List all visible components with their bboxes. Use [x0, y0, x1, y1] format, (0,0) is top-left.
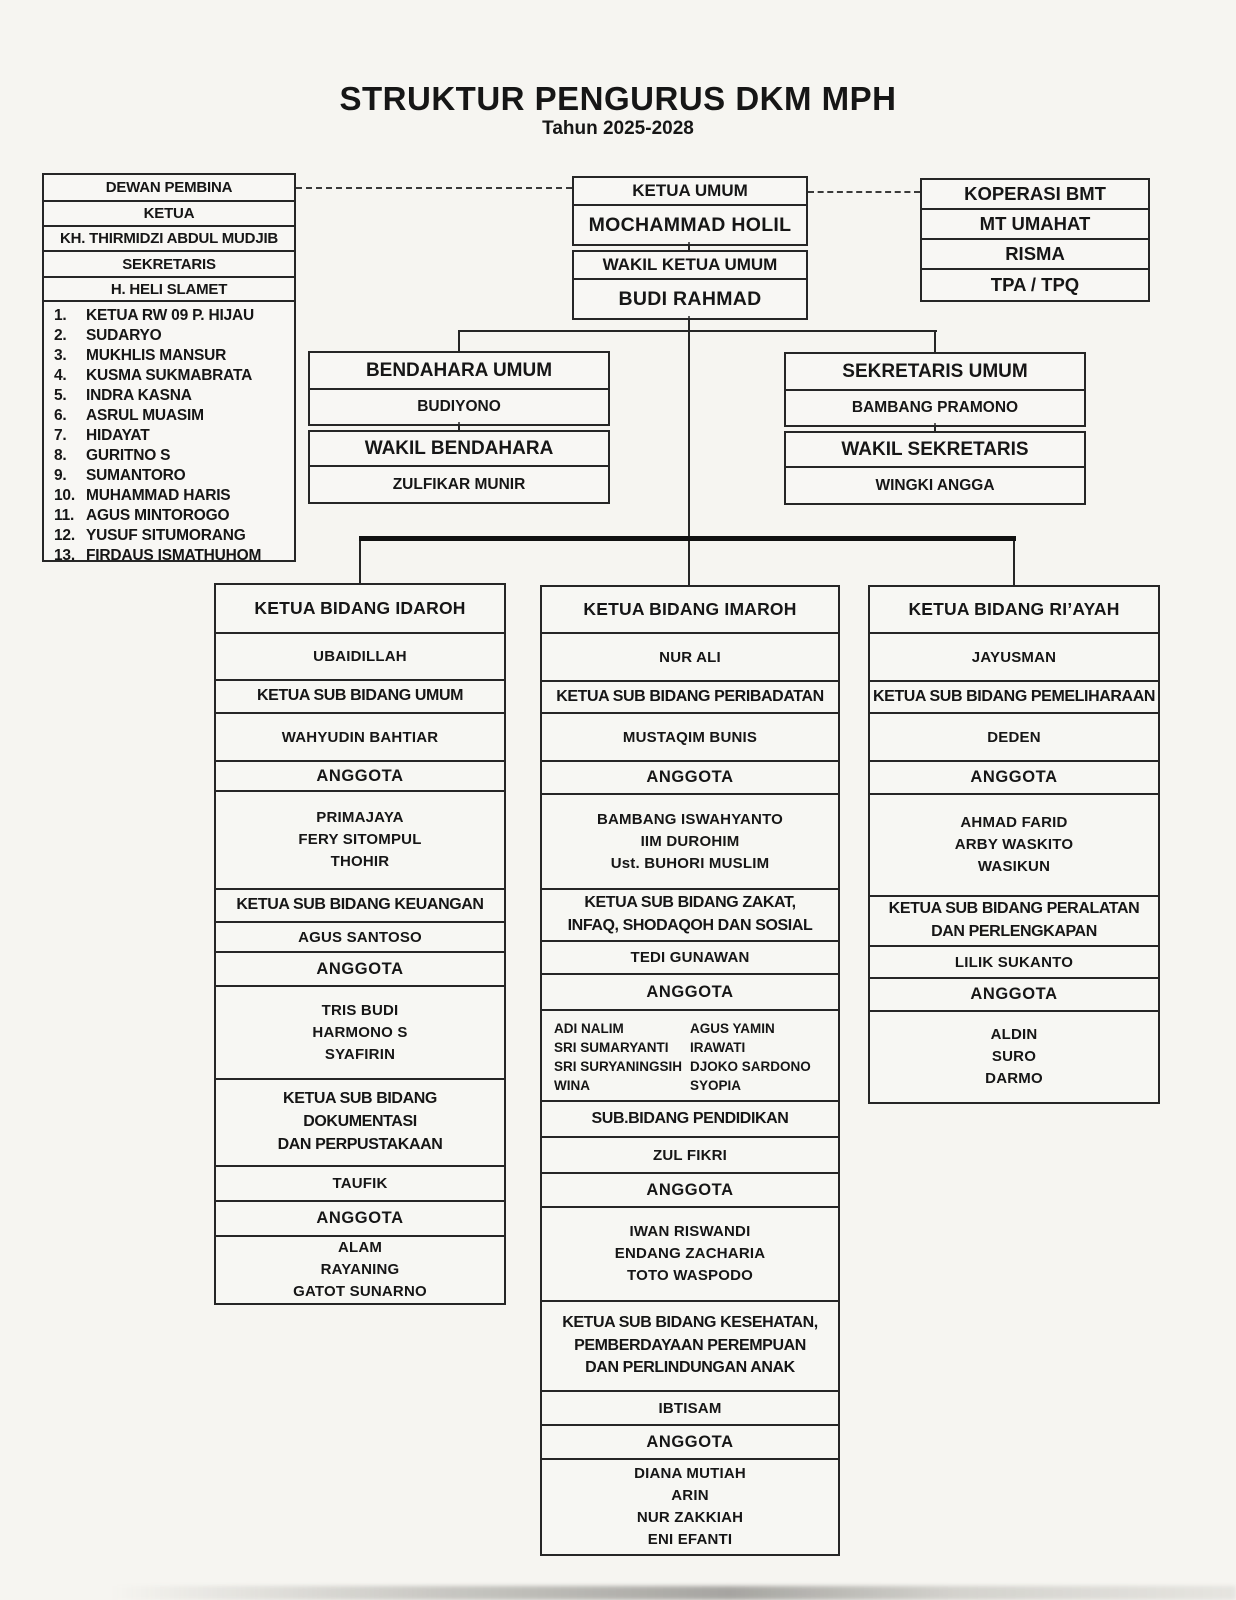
bidang-riayah-row-label: ANGGOTA	[870, 979, 1158, 1012]
dewan-pembina-member: 1. KETUA RW 09 P. HIJAU	[54, 307, 254, 324]
bidang-riayah-row-sub: KETUA SUB BIDANG PERALATAN DAN PERLENGKAPAN	[870, 897, 1158, 947]
connector-dashed-ketua-lembaga	[808, 191, 920, 193]
dewan-pembina-member: 4. KUSMA SUKMABRATA	[54, 367, 253, 384]
bidang-imaroh-row-members2	[542, 1011, 838, 1102]
bidang-idaroh-row-members: TRIS BUDI HARMONO S SYAFIRIN	[216, 987, 504, 1080]
page-title: STRUKTUR PENGURUS DKM MPH	[339, 80, 897, 117]
connector-horizontal-thin	[458, 330, 937, 332]
dewan-pembina-member: 6. ASRUL MUASIM	[54, 407, 204, 424]
connector-drop-sekretaris	[934, 332, 936, 352]
bidang-riayah-row-name: LILIK SUKANTO	[870, 947, 1158, 979]
dewan-pembina-list	[44, 302, 294, 564]
lembaga-koperasi-bmt: KOPERASI BMT	[922, 180, 1148, 210]
bidang-imaroh-row-label: ANGGOTA	[542, 1426, 838, 1460]
bidang-idaroh-row-label: ANGGOTA	[216, 953, 504, 987]
wakil-ketua-umum-title: WAKIL KETUA UMUM	[574, 252, 806, 280]
member-column: AGUS YAMIN IRAWATI DJOKO SARDONO SYOPIA	[690, 1021, 811, 1093]
bidang-imaroh-row-sub: SUB.BIDANG PENDIDIKAN	[542, 1102, 838, 1138]
ketua-umum-box	[572, 176, 808, 246]
bidang-imaroh-row-name: ZUL FIKRI	[542, 1138, 838, 1174]
dewan-pembina-member: 13. FIRDAUS ISMATHUHOM	[54, 547, 262, 564]
lembaga-risma: RISMA	[922, 240, 1148, 270]
bidang-idaroh-row-members: ALAM RAYANING GATOT SUNARNO	[293, 1239, 427, 1300]
wakil-bendahara-name: ZULFIKAR MUNIR	[392, 475, 526, 493]
bidang-imaroh-row-name: IBTISAM	[542, 1392, 838, 1426]
bidang-idaroh-row-name: WAHYUDIN BAHTIAR	[216, 714, 504, 762]
bidang-imaroh-row-label: ANGGOTA	[542, 1174, 838, 1208]
lembaga-box	[920, 178, 1150, 302]
bidang-imaroh-row-name: TEDI GUNAWAN	[542, 942, 838, 975]
dewan-pembina-member: 2. SUDARYO	[54, 327, 162, 344]
connector-horizontal-thick	[359, 536, 1016, 541]
lembaga-tpa-tpq: TPA / TPQ	[990, 274, 1080, 295]
connector-dashed-dewan-ketua	[296, 187, 572, 189]
dewan-pembina-ketua-label: KETUA	[44, 202, 294, 227]
connector-center-vertical	[688, 316, 690, 585]
ketua-umum-title: KETUA UMUM	[574, 178, 806, 206]
bendahara-umum-box	[308, 351, 610, 426]
sekretaris-umum-name: BAMBANG PRAMONO	[851, 399, 1019, 416]
bidang-riayah-row-name: JAYUSMAN	[870, 634, 1158, 682]
bendahara-umum-name: BUDIYONO	[417, 398, 501, 415]
dewan-pembina-member: 12. YUSUF SITUMORANG	[54, 527, 246, 544]
bidang-column-1	[214, 583, 506, 1305]
bidang-imaroh-row-label: ANGGOTA	[542, 762, 838, 795]
member-column: ADI NALIM SRI SUMARYANTI SRI SURYANINGSIH WINA	[554, 1021, 683, 1093]
dewan-pembina-member: 5. INDRA KASNA	[54, 387, 192, 404]
bidang-riayah-row-members: ALDIN SURO DARMO	[985, 1026, 1043, 1087]
bidang-idaroh-row-sub: KETUA SUB BIDANG UMUM	[216, 681, 504, 714]
sekretaris-umum-title: SEKRETARIS UMUM	[786, 354, 1084, 391]
bidang-idaroh-row-header: KETUA BIDANG IDAROH	[216, 585, 504, 634]
dewan-pembina-sekretaris-name: H. HELI SLAMET	[44, 278, 294, 302]
dewan-pembina-member: 10. MUHAMMAD HARIS	[54, 487, 231, 504]
bidang-idaroh-row-name: AGUS SANTOSO	[216, 923, 504, 953]
dewan-pembina-sekretaris-label: SEKRETARIS	[44, 252, 294, 278]
sekretaris-umum-box	[784, 352, 1086, 427]
wakil-bendahara-box	[308, 430, 610, 504]
bidang-idaroh-row-name: TAUFIK	[216, 1167, 504, 1202]
bendahara-umum-title: BENDAHARA UMUM	[310, 353, 608, 390]
bidang-riayah-row-members: AHMAD FARID ARBY WASKITO WASIKUN	[870, 795, 1158, 897]
lembaga-mt-umahat: MT UMAHAT	[922, 210, 1148, 240]
bidang-riayah-row-sub: KETUA SUB BIDANG PEMELIHARAAN	[870, 682, 1158, 714]
wakil-bendahara-title: WAKIL BENDAHARA	[310, 432, 608, 467]
dewan-pembina-member: 11. AGUS MINTOROGO	[54, 507, 230, 524]
bidang-column-2	[540, 585, 840, 1556]
wakil-sekretaris-name: WINGKI ANGGA	[875, 476, 995, 494]
bidang-imaroh-row-sub: KETUA SUB BIDANG KESEHATAN, PEMBERDAYAAN PEREMPUAN DAN PERLINDUNGAN ANAK	[542, 1302, 838, 1392]
connector-drop-riayah	[1013, 541, 1015, 585]
bidang-idaroh-row-sub: KETUA SUB BIDANG KEUANGAN	[216, 890, 504, 923]
bidang-imaroh-row-header: KETUA BIDANG IMAROH	[542, 587, 838, 634]
bidang-imaroh-row-sub: KETUA SUB BIDANG PERIBADATAN	[542, 682, 838, 714]
bidang-imaroh-row-sub: KETUA SUB BIDANG ZAKAT, INFAQ, SHODAQOH DAN SOSIAL	[542, 890, 838, 942]
bidang-imaroh-row-label: ANGGOTA	[542, 975, 838, 1011]
wakil-ketua-umum-box	[572, 250, 808, 320]
bidang-riayah-row-header: KETUA BIDANG RI’AYAH	[870, 587, 1158, 634]
wakil-sekretaris-box	[784, 431, 1086, 505]
bidang-idaroh-row-label: ANGGOTA	[216, 762, 504, 792]
bidang-idaroh-row-name: UBAIDILLAH	[216, 634, 504, 681]
bidang-column-3	[868, 585, 1160, 1104]
page-subtitle: Tahun 2025-2028	[542, 118, 694, 139]
dewan-pembina-ketua-name: KH. THIRMIDZI ABDUL MUDJIB	[44, 227, 294, 252]
connector-drop-idaroh	[359, 541, 361, 583]
dewan-pembina-member: 3. MUKHLIS MANSUR	[54, 347, 227, 364]
dewan-pembina-box	[42, 173, 296, 562]
bidang-idaroh-row-sub: KETUA SUB BIDANG DOKUMENTASI DAN PERPUSTAKAAN	[216, 1080, 504, 1167]
wakil-ketua-umum-name: BUDI RAHMAD	[618, 287, 762, 310]
bidang-idaroh-row-label: ANGGOTA	[216, 1202, 504, 1237]
bidang-imaroh-row-members: DIANA MUTIAH ARIN NUR ZAKKIAH ENI EFANTI	[634, 1465, 746, 1548]
bidang-imaroh-row-members: BAMBANG ISWAHYANTO IIM DUROHIM Ust. BUHORI MUSLIM	[542, 795, 838, 890]
dewan-pembina-member: 9. SUMANTORO	[54, 467, 186, 484]
connector-drop-bendahara	[458, 332, 460, 351]
dewan-pembina-member: 7. HIDAYAT	[54, 427, 150, 444]
dewan-pembina-title: DEWAN PEMBINA	[44, 175, 294, 202]
dewan-pembina-member: 8. GURITNO S	[54, 447, 171, 464]
wakil-sekretaris-title: WAKIL SEKRETARIS	[786, 433, 1084, 468]
ketua-umum-name: MOCHAMMAD HOLIL	[588, 213, 792, 236]
bidang-imaroh-row-name: NUR ALI	[542, 634, 838, 682]
bidang-riayah-row-label: ANGGOTA	[870, 762, 1158, 795]
scan-artifact	[110, 1586, 1236, 1600]
bidang-riayah-row-name: DEDEN	[870, 714, 1158, 762]
bidang-imaroh-row-members: IWAN RISWANDI ENDANG ZACHARIA TOTO WASPODO	[542, 1208, 838, 1302]
bidang-idaroh-row-members: PRIMAJAYA FERY SITOMPUL THOHIR	[216, 792, 504, 890]
bidang-imaroh-row-name: MUSTAQIM BUNIS	[542, 714, 838, 762]
